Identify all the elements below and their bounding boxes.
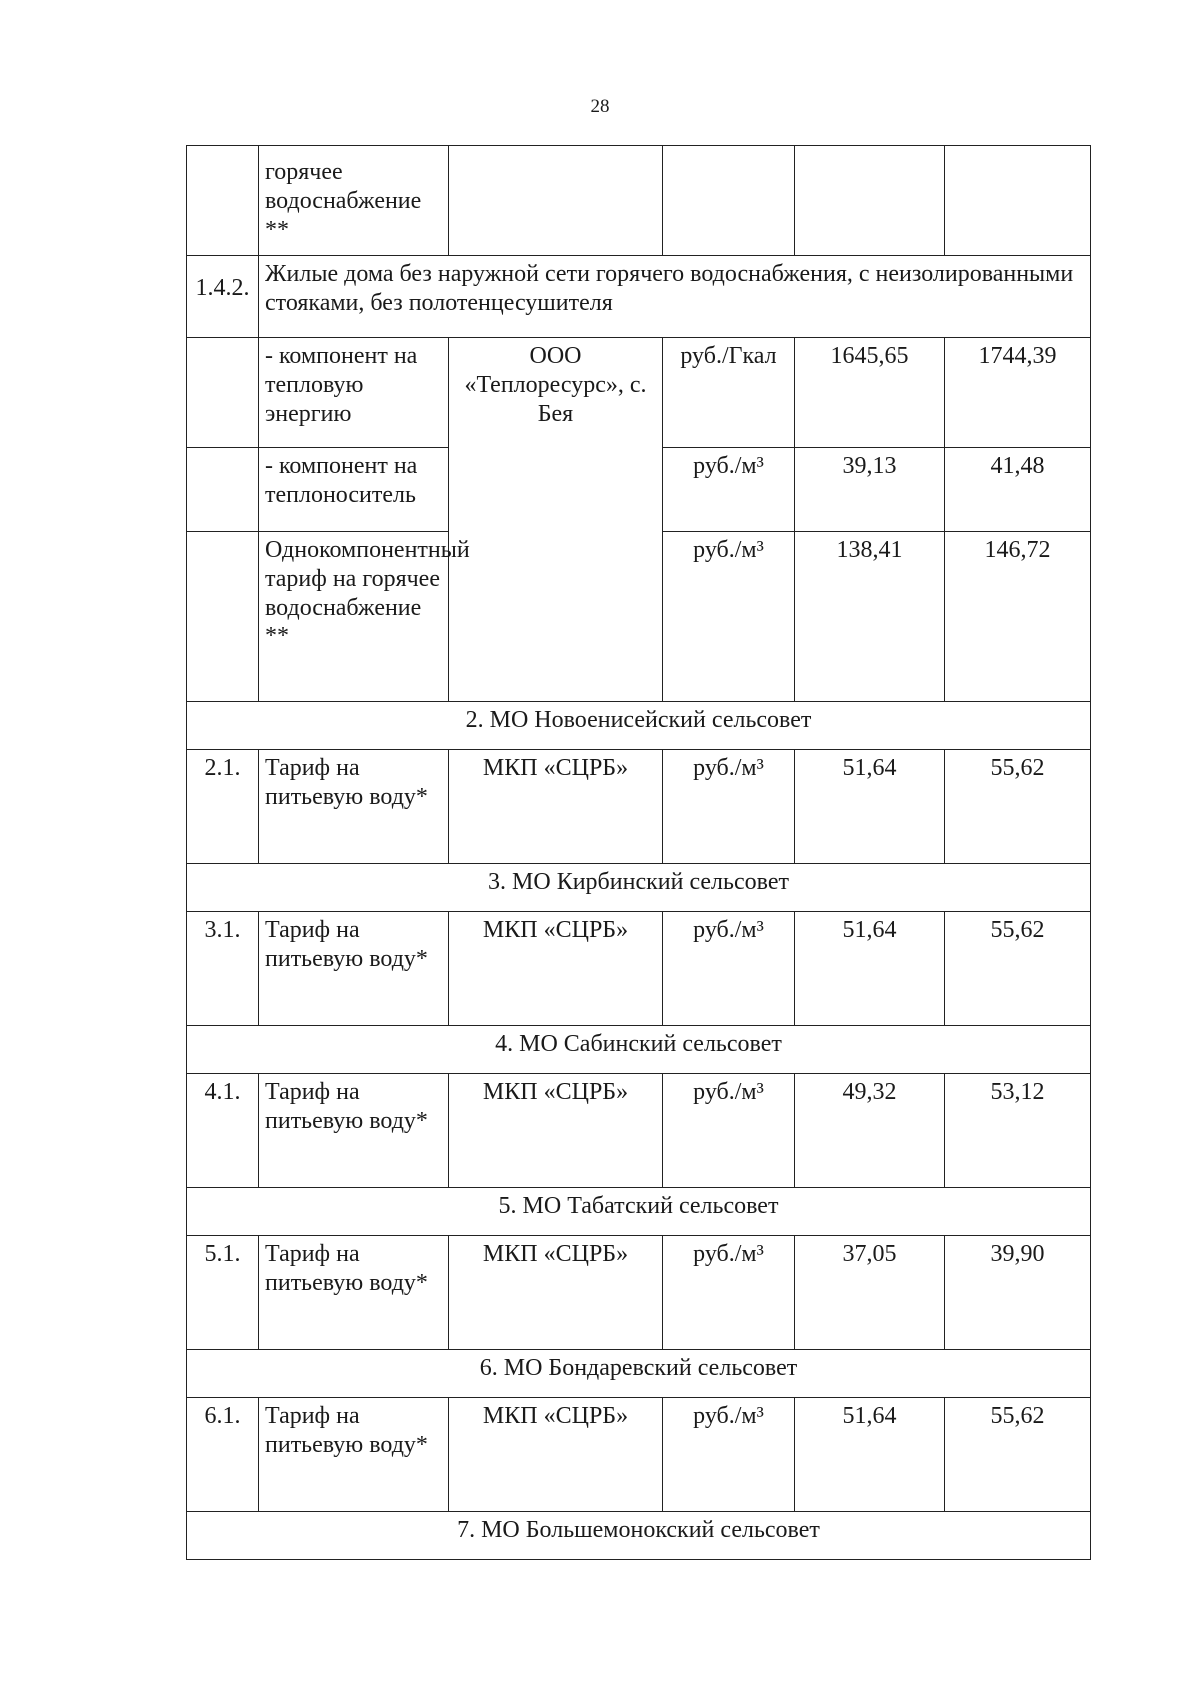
row-number: 1.4.2.: [187, 256, 259, 338]
row-number: [187, 532, 259, 702]
section-row: [187, 702, 1091, 750]
value-cell: [795, 146, 945, 256]
row-number: 6.1.: [187, 1398, 259, 1512]
tariff-value-second: 55,62: [945, 1398, 1091, 1512]
unit: руб./м³: [663, 912, 795, 1026]
value-cell: [945, 146, 1091, 256]
table-row: [187, 338, 1091, 448]
tariff-name: Тариф на питьевую воду*: [259, 912, 449, 1026]
organization-name: МКП «СЦРБ»: [449, 912, 663, 1026]
section-row: [187, 1512, 1091, 1560]
section-row: [187, 1350, 1091, 1398]
table-row: [187, 256, 1091, 338]
row-number: 4.1.: [187, 1074, 259, 1188]
organization-cell: [449, 146, 663, 256]
section-row: [187, 864, 1091, 912]
tariff-name: Тариф на питьевую воду*: [259, 1074, 449, 1188]
organization-name: МКП «СЦРБ»: [449, 750, 663, 864]
row-number: 2.1.: [187, 750, 259, 864]
tariff-name: Тариф на питьевую воду*: [259, 1236, 449, 1350]
row-number: [187, 338, 259, 448]
row-number: 3.1.: [187, 912, 259, 1026]
organization-name: МКП «СЦРБ»: [449, 1398, 663, 1512]
tariff-value-first: 51,64: [795, 1398, 945, 1512]
page-number: 28: [590, 96, 610, 117]
tariff-name: Тариф на питьевую воду*: [259, 750, 449, 864]
unit: руб./м³: [663, 532, 795, 702]
section-title: 3. МО Кирбинский сельсовет: [187, 864, 1091, 912]
tariff-value-first: 51,64: [795, 912, 945, 1026]
tariff-value-first: 39,13: [795, 448, 945, 532]
table-row: [187, 1074, 1091, 1188]
table-row: [187, 912, 1091, 1026]
organization-name: МКП «СЦРБ»: [449, 1236, 663, 1350]
tariff-value-second: 146,72: [945, 532, 1091, 702]
organization-name: ООО «Теплоресурс», с. Бея: [449, 338, 663, 702]
unit: руб./м³: [663, 448, 795, 532]
section-row: [187, 1026, 1091, 1074]
section-title: 6. МО Бондаревский сельсовет: [187, 1350, 1091, 1398]
tariff-name: Тариф на питьевую воду*: [259, 1398, 449, 1512]
tariff-value-second: 55,62: [945, 750, 1091, 864]
tariff-name: Однокомпонентный тариф на горячее водоснабжение **: [259, 532, 449, 702]
unit: руб./м³: [663, 750, 795, 864]
tariff-name: - компонент на тепловую энергию: [259, 338, 449, 448]
tariff-value-second: 39,90: [945, 1236, 1091, 1350]
section-title: 4. МО Сабинский сельсовет: [187, 1026, 1091, 1074]
tariff-table: [186, 145, 1091, 1560]
row-number: [187, 146, 259, 256]
section-row: [187, 1188, 1091, 1236]
organization-name: МКП «СЦРБ»: [449, 1074, 663, 1188]
unit: руб./м³: [663, 1398, 795, 1512]
tariff-value-second: 41,48: [945, 448, 1091, 532]
table-row: [187, 750, 1091, 864]
unit: руб./Гкал: [663, 338, 795, 448]
section-title: 7. МО Большемонокский сельсовет: [187, 1512, 1091, 1560]
table-row: [187, 1398, 1091, 1512]
tariff-value-second: 53,12: [945, 1074, 1091, 1188]
category-description: Жилые дома без наружной сети горячего водоснабжения, с неизолированными стояками, без полотенцесушителя: [259, 256, 1091, 338]
row-number: [187, 448, 259, 532]
unit: руб./м³: [663, 1074, 795, 1188]
row-number: 5.1.: [187, 1236, 259, 1350]
unit-cell: [663, 146, 795, 256]
tariff-value-second: 1744,39: [945, 338, 1091, 448]
unit: руб./м³: [663, 1236, 795, 1350]
tariff-name: горячее водоснабжение **: [259, 146, 449, 256]
tariff-value-first: 51,64: [795, 750, 945, 864]
tariff-value-second: 55,62: [945, 912, 1091, 1026]
section-title: 2. МО Новоенисейский сельсовет: [187, 702, 1091, 750]
tariff-name: - компонент на теплоноситель: [259, 448, 449, 532]
tariff-value-first: 37,05: [795, 1236, 945, 1350]
tariff-value-first: 49,32: [795, 1074, 945, 1188]
table-row: [187, 146, 1091, 256]
tariff-value-first: 138,41: [795, 532, 945, 702]
table-row: [187, 1236, 1091, 1350]
tariff-value-first: 1645,65: [795, 338, 945, 448]
section-title: 5. МО Табатский сельсовет: [187, 1188, 1091, 1236]
